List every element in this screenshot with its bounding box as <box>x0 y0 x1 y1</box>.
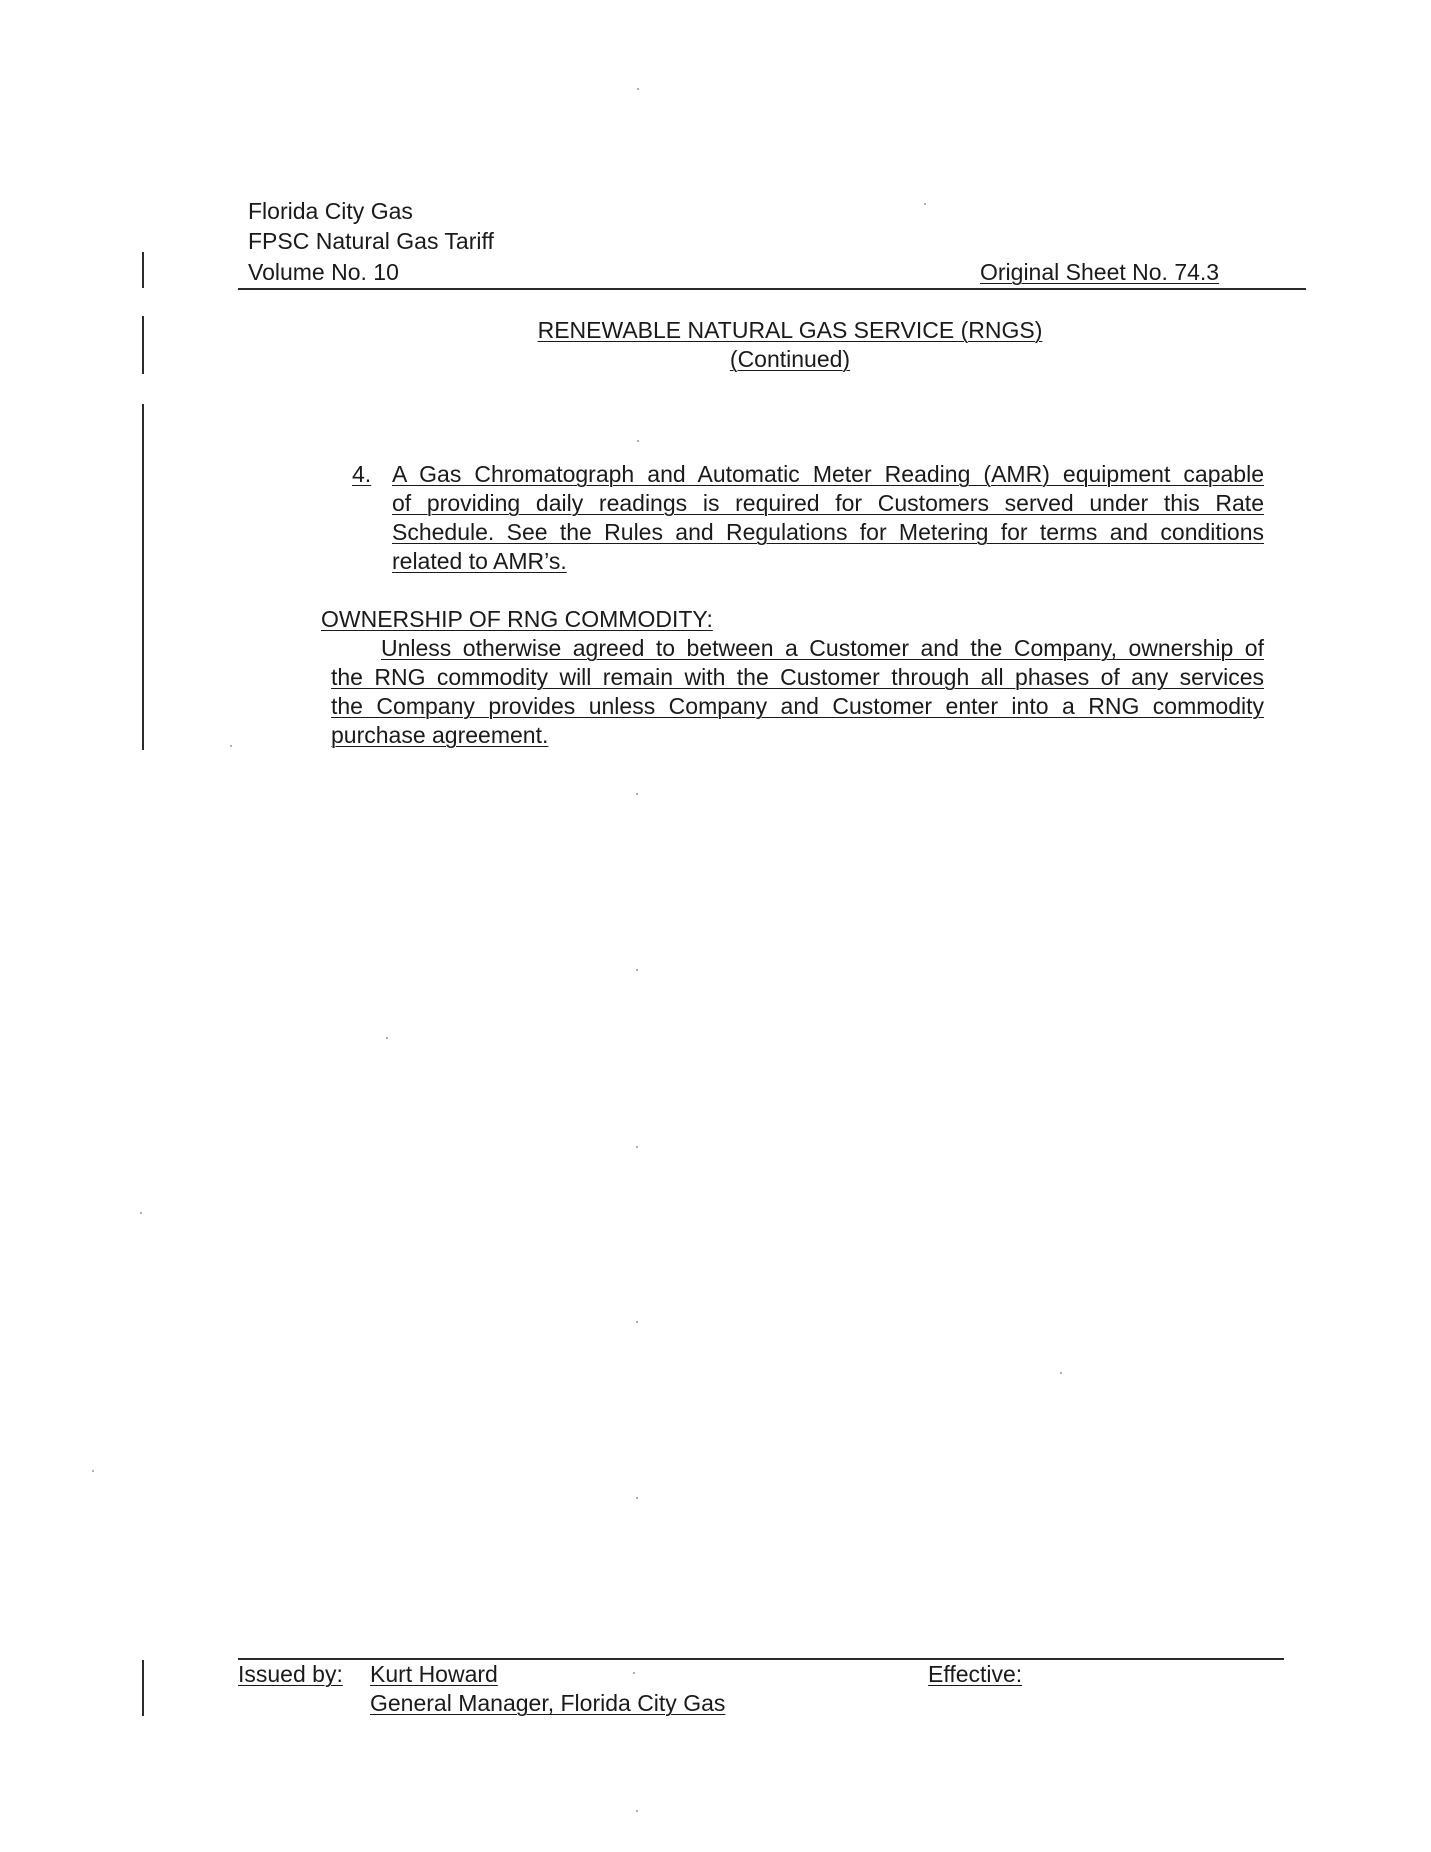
scan-speck <box>140 1212 142 1214</box>
item-4-line: related to AMR’s. <box>392 548 567 574</box>
ownership-line: purchase agreement. <box>331 722 549 748</box>
header-sheet-number: Original Sheet No. 74.3 <box>980 259 1220 285</box>
change-bar-footer <box>142 1660 144 1716</box>
scan-speck <box>92 1470 94 1472</box>
scan-speck <box>230 745 232 747</box>
scan-speck <box>636 969 638 971</box>
scan-speck <box>636 793 638 795</box>
header-rule <box>238 288 1306 290</box>
item-4-line: Schedule. See the Rules and Regulations for Metering for terms and conditions <box>392 519 1264 545</box>
page-title: RENEWABLE NATURAL GAS SERVICE (RNGS) <box>537 317 1043 343</box>
ownership-line: the Company provides unless Company and Customer enter into a RNG commodity <box>331 693 1264 719</box>
effective-label: Effective: <box>928 1661 1023 1687</box>
scan-speck <box>637 88 639 90</box>
item-4-text <box>392 460 1264 576</box>
change-bar-header <box>142 252 144 288</box>
item-4-line: of providing daily readings is required for Customers served under this Rate <box>392 490 1264 516</box>
scan-speck <box>636 1321 638 1323</box>
ownership-heading: OWNERSHIP OF RNG COMMODITY: <box>321 606 713 632</box>
scan-speck <box>633 1672 635 1674</box>
scan-speck <box>924 203 926 205</box>
issuer-name: Kurt Howard <box>370 1661 498 1687</box>
header-volume: Volume No. 10 <box>248 259 399 285</box>
scan-speck <box>1060 1372 1062 1374</box>
page-subtitle: (Continued) <box>729 346 851 372</box>
change-bar-body <box>142 404 144 750</box>
ownership-line: Unless otherwise agreed to between a Customer and the Company, ownership of <box>381 635 1264 661</box>
header-tariff: FPSC Natural Gas Tariff <box>248 228 494 254</box>
ownership-line: the RNG commodity will remain with the Customer through all phases of any services <box>331 664 1264 690</box>
ownership-body <box>331 634 1264 750</box>
change-bar-title <box>142 316 144 374</box>
issued-by-label: Issued by: <box>238 1661 343 1687</box>
scan-speck <box>636 1810 638 1812</box>
issuer-title: General Manager, Florida City Gas <box>370 1690 726 1716</box>
item-number: 4. <box>352 461 372 487</box>
item-4-line: A Gas Chromatograph and Automatic Meter Reading (AMR) equipment capable <box>392 461 1264 487</box>
scan-speck <box>636 1146 638 1148</box>
scan-speck <box>636 1497 638 1499</box>
scan-speck <box>637 440 639 442</box>
scan-speck <box>386 1037 388 1039</box>
header-company: Florida City Gas <box>248 198 413 224</box>
